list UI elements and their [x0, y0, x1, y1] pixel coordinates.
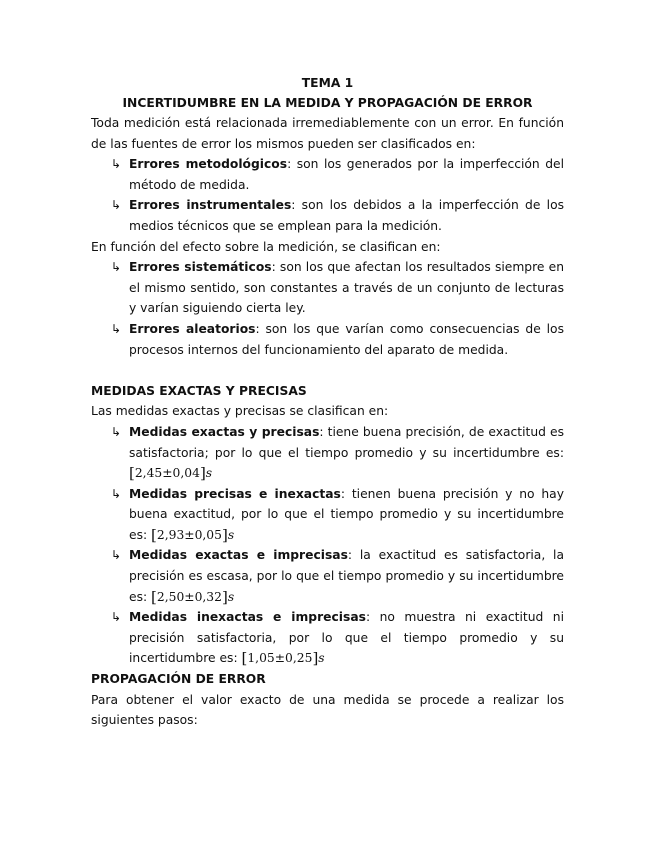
arrow-bullet-icon: ↳ [111, 198, 122, 213]
item-desc: : son los que afectan los resultados siempre en el mismo sentido, son constantes a través de un conjunto de lecturas y varían siguiendo cierta ley. [129, 260, 564, 316]
measurement-value: [2,50±0,32]s [151, 587, 235, 606]
arrow-bullet-icon: ↳ [111, 157, 122, 172]
arrow-bullet-icon: ↳ [111, 548, 122, 563]
measurement-value: [2,45±0,04]s [129, 464, 213, 483]
list-item [91, 257, 564, 319]
item-term: Errores instrumentales [129, 198, 292, 213]
item-term: Errores aleatorios [129, 321, 256, 336]
intro-paragraph: Toda medición está relacionada irremediablemente con un error. En función de las fuentes de error los mismos pueden ser clasificados en: [91, 116, 564, 151]
item-desc: : tiene buena precisión, de exactitud es satisfactoria; por lo que el tiempo promedio y su incertidumbre es: [129, 424, 564, 460]
document-subtitle: INCERTIDUMBRE EN LA MEDIDA Y PROPAGACIÓN DE ERROR [122, 96, 533, 110]
list-item [91, 195, 564, 236]
arrow-bullet-icon: ↳ [111, 486, 122, 501]
item-desc: : tienen buena precisión y no hay buena exactitud, por lo que el tiempo promedio y su incertidumbre es: [129, 486, 564, 542]
item-desc: : son los generados por la imperfección del método de medida. [129, 157, 565, 192]
section-paragraph: Para obtener el valor exacto de una medida se procede a realizar los siguientes pasos: [91, 692, 564, 728]
spacer [91, 360, 564, 381]
item-term: Medidas precisas e inexactas [129, 486, 341, 501]
measurement-value: [2,93±0,05]s [151, 525, 235, 544]
list-item [91, 607, 564, 669]
item-term: Errores sistemáticos [129, 260, 272, 275]
section-heading: MEDIDAS EXACTAS Y PRECISAS [91, 383, 307, 398]
item-term: Medidas exactas y precisas [129, 424, 320, 439]
section-heading: PROPAGACIÓN DE ERROR [91, 672, 266, 687]
list-item [91, 319, 564, 360]
list-item [91, 545, 564, 607]
list-item [91, 154, 564, 195]
arrow-bullet-icon: ↳ [111, 610, 122, 625]
arrow-bullet-icon: ↳ [111, 260, 122, 275]
item-desc: : son los que varían como consecuencias de los procesos internos del funcionamiento del aparato de medida. [129, 321, 564, 357]
item-term: Errores metodológicos [129, 157, 288, 172]
list-item [91, 484, 564, 546]
arrow-bullet-icon: ↳ [111, 424, 122, 439]
effect-intro-paragraph: En función del efecto sobre la medición, se clasifican en: [91, 239, 441, 254]
list-item [91, 422, 564, 484]
item-term: Medidas exactas e imprecisas [129, 548, 348, 563]
item-term: Medidas inexactas e imprecisas [129, 610, 366, 625]
measurement-value: [1,05±0,25]s [241, 649, 325, 668]
document-title: TEMA 1 [301, 76, 354, 90]
item-desc: : la exactitud es satisfactoria, la precisión es escasa, por lo que el tiempo promedio y su incertidumbre es: [129, 548, 564, 604]
arrow-bullet-icon: ↳ [111, 321, 122, 336]
item-desc: : no muestra ni exactitud ni precisión satisfactoria, por lo que el tiempo promedio y su incertidumbre es: [129, 610, 564, 666]
item-desc: : son los debidos a la imperfección de los medios técnicos que se emplean para la medición. [129, 198, 564, 233]
section-intro: Las medidas exactas y precisas se clasifican en: [91, 404, 389, 419]
document-page [91, 73, 564, 731]
